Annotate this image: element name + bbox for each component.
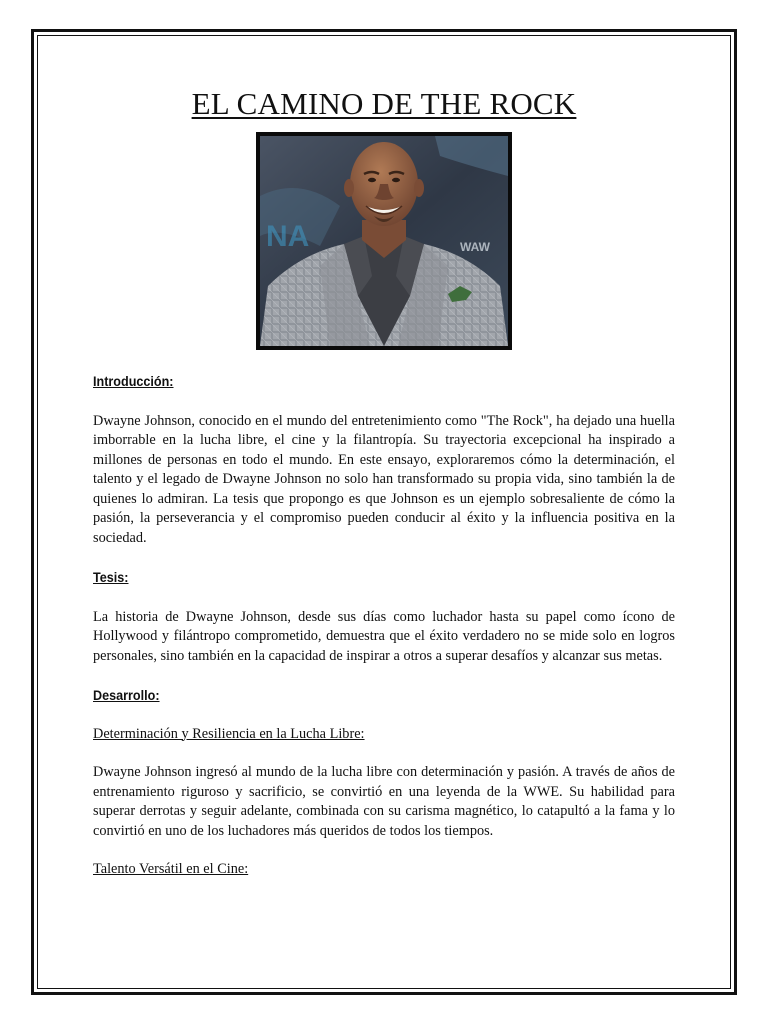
development-heading: Desarrollo: [93, 687, 160, 703]
intro-paragraph: Dwayne Johnson, conocido en el mundo del entretenimiento como "The Rock", ha dejado una huella imborrable en la lucha libre, el cine y la filantropía. Su trayectoria excepcional ha inspirado a millones de personas en todo el mundo. En este ensayo, exploraremos cómo la determinación, el talento y el legado de Dwayne Johnson no solo han transformado su propia vida, sino también la de quienes lo admiran. La tesis que propongo es que Johnson es un ejemplo sobresaliente de cómo la pasión, la perseverancia y el compromiso pueden conducir al éxito y la influencia positiva en la sociedad. [93, 412, 675, 546]
portrait-image [260, 136, 508, 346]
document-title: EL CAMINO DE THE ROCK [191, 86, 577, 121]
document-body [93, 372, 675, 880]
svg-text:WAW: WAW [460, 240, 490, 254]
subsection-wrestling-heading: Determinación y Resiliencia en la Lucha Libre: [93, 725, 365, 742]
svg-text:NA: NA [266, 220, 310, 253]
intro-heading: Introducción: [93, 373, 174, 389]
wrestling-paragraph: Dwayne Johnson ingresó al mundo de la lucha libre con determinación y pasión. A través de años de entrenamiento riguroso y sacrificio, se convirtió en una leyenda de la WWE. Su habilidad para superar derrotas y seguir adelante, combinada con su carisma magnético, lo catapultó a la fama y lo convirtió en uno de los luchadores más queridos de todos los tiempos. [93, 764, 675, 839]
thesis-paragraph: La historia de Dwayne Johnson, desde sus días como luchador hasta su papel como ícono de Hollywood y filántropo comprometido, demuestra que el éxito verdadero no se mide solo en logros personales, sino también en la capacidad de inspirar a otros a superar desafíos y alcanzar sus metas. [93, 608, 675, 664]
thesis-heading: Tesis: [93, 569, 129, 585]
subsection-cinema-heading: Talento Versátil en el Cine: [93, 861, 249, 877]
portrait-photo [256, 132, 512, 350]
